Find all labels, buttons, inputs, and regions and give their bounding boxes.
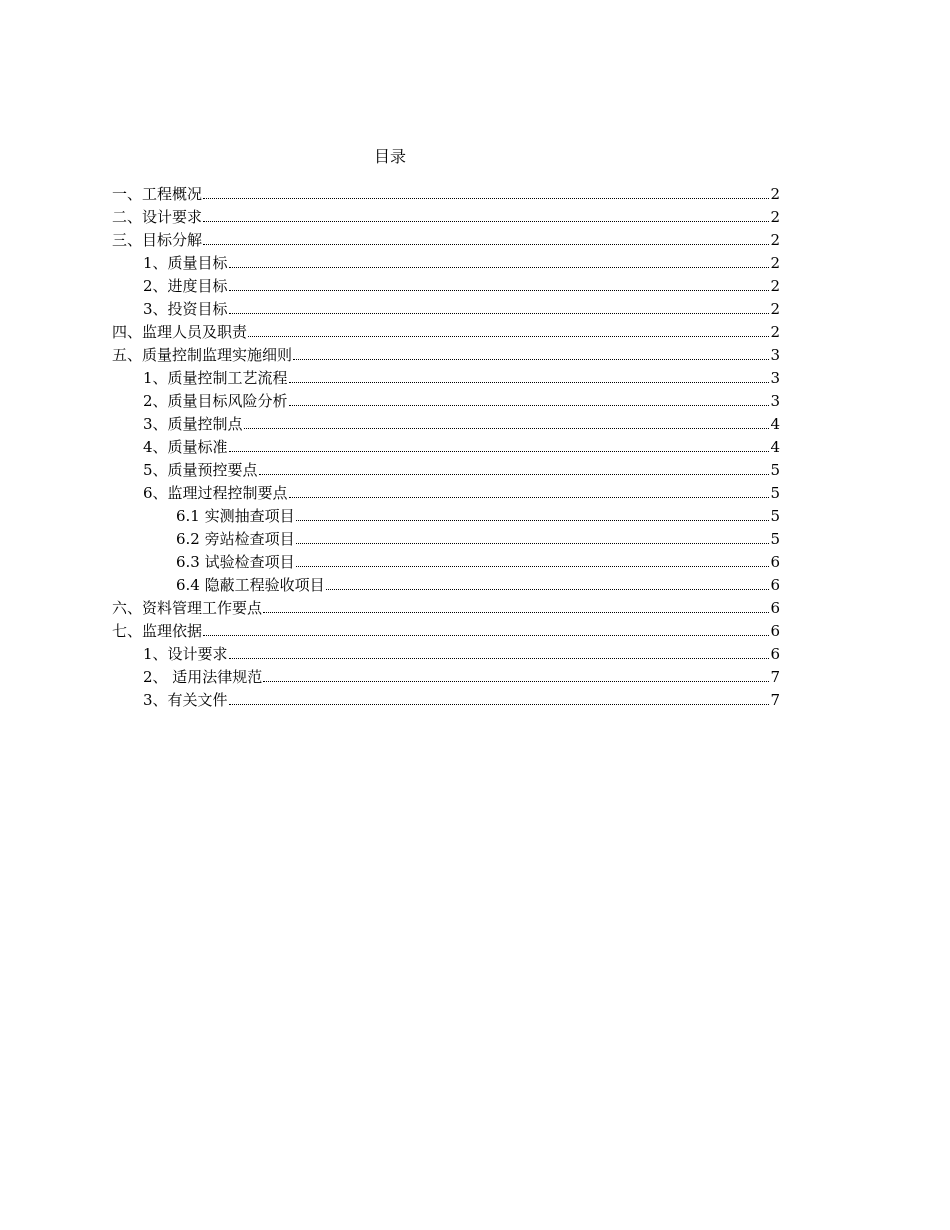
toc-entry-page-number: 6: [770, 645, 780, 663]
toc-entry[interactable]: [112, 480, 780, 503]
toc-entry-page-number: 6: [770, 599, 780, 617]
toc-dot-leader: [326, 589, 770, 590]
toc-entry[interactable]: [112, 411, 780, 434]
toc-entry-page-number: 4: [770, 415, 780, 433]
toc-entry-page-number: 6: [770, 622, 780, 640]
toc-entry-label: 6.1 实测抽查项目: [176, 507, 295, 525]
toc-entry-page-number: 5: [770, 484, 780, 502]
toc-dot-leader: [293, 359, 769, 360]
toc-dot-leader: [203, 635, 769, 636]
toc-entry-page-number: 2: [770, 323, 780, 341]
toc-entry-label: 6.2 旁站检查项目: [176, 530, 295, 548]
toc-dot-leader: [248, 336, 769, 337]
toc-entry[interactable]: [112, 204, 780, 227]
toc-entry-label: 五、质量控制监理实施细则: [112, 346, 293, 364]
toc-entry-label: 三、目标分解: [112, 231, 203, 249]
toc-entry[interactable]: [112, 618, 780, 641]
toc-dot-leader: [289, 382, 770, 383]
toc-entry-page-number: 3: [770, 392, 780, 410]
toc-entry-page-number: 2: [770, 300, 780, 318]
toc-entry[interactable]: [112, 549, 780, 572]
toc-dot-leader: [296, 566, 770, 567]
toc-entry[interactable]: [112, 388, 780, 411]
toc-entry-page-number: 7: [770, 668, 780, 686]
toc-dot-leader: [263, 612, 769, 613]
toc-entry-page-number: 6: [770, 576, 780, 594]
toc-entry-label: 1、设计要求: [143, 645, 228, 663]
toc-entry-label: 2、进度目标: [143, 277, 228, 295]
toc-dot-leader: [229, 704, 770, 705]
toc-entry-page-number: 3: [770, 346, 780, 364]
toc-entry-label: 六、资料管理工作要点: [112, 599, 263, 617]
toc-entry[interactable]: [112, 181, 780, 204]
toc-dot-leader: [203, 221, 769, 222]
toc-entry-label: 1、质量目标: [143, 254, 228, 272]
toc-entry[interactable]: [112, 664, 780, 687]
toc-dot-leader: [229, 290, 770, 291]
toc-entry[interactable]: [112, 319, 780, 342]
toc-entry[interactable]: [112, 457, 780, 480]
toc-entry[interactable]: [112, 503, 780, 526]
toc-entry-label: 2、 适用法律规范: [143, 668, 263, 686]
toc-entry[interactable]: [112, 365, 780, 388]
toc-entry[interactable]: [112, 250, 780, 273]
toc-entry-page-number: 2: [770, 208, 780, 226]
toc-entry-page-number: 2: [770, 277, 780, 295]
toc-entry-label: 2、质量目标风险分析: [143, 392, 288, 410]
toc-entry-page-number: 4: [770, 438, 780, 456]
toc-dot-leader: [259, 474, 770, 475]
toc-entry[interactable]: [112, 434, 780, 457]
toc-entry-label: 6.4 隐蔽工程验收项目: [176, 576, 325, 594]
toc-dot-leader: [229, 451, 770, 452]
toc-entry-label: 5、质量预控要点: [143, 461, 258, 479]
toc-entry-page-number: 2: [770, 231, 780, 249]
toc-dot-leader: [203, 198, 769, 199]
toc-dot-leader: [229, 313, 770, 314]
toc-entry-label: 1、质量控制工艺流程: [143, 369, 288, 387]
toc-entry[interactable]: [112, 342, 780, 365]
toc-entry-label: 3、有关文件: [143, 691, 228, 709]
toc-dot-leader: [296, 520, 770, 521]
toc-entry-page-number: 5: [770, 461, 780, 479]
toc-dot-leader: [244, 428, 770, 429]
toc-entry[interactable]: [112, 595, 780, 618]
toc-entry-label: 6、监理过程控制要点: [143, 484, 288, 502]
toc-dot-leader: [289, 497, 770, 498]
toc-entry[interactable]: [112, 572, 780, 595]
toc-entry[interactable]: [112, 273, 780, 296]
toc-entry[interactable]: [112, 227, 780, 250]
toc-entry-page-number: 2: [770, 185, 780, 203]
toc-entry-label: 一、工程概况: [112, 185, 203, 203]
toc-entry-label: 3、质量控制点: [143, 415, 243, 433]
toc-entry[interactable]: [112, 687, 780, 710]
toc-entry[interactable]: [112, 641, 780, 664]
toc-list: [112, 181, 780, 710]
toc-dot-leader: [296, 543, 770, 544]
toc-dot-leader: [263, 681, 769, 682]
toc-entry-page-number: 5: [770, 507, 780, 525]
toc-entry-page-number: 3: [770, 369, 780, 387]
toc-entry[interactable]: [112, 526, 780, 549]
toc-dot-leader: [289, 405, 770, 406]
toc-entry-label: 6.3 试验检查项目: [176, 553, 295, 571]
toc-entry-label: 七、监理依据: [112, 622, 203, 640]
toc-entry-page-number: 5: [770, 530, 780, 548]
toc-entry-page-number: 7: [770, 691, 780, 709]
toc-dot-leader: [229, 658, 770, 659]
toc-entry-label: 3、投资目标: [143, 300, 228, 318]
toc-entry-label: 4、质量标准: [143, 438, 228, 456]
toc-entry-page-number: 2: [770, 254, 780, 272]
toc-entry[interactable]: [112, 296, 780, 319]
toc-entry-label: 四、监理人员及职责: [112, 323, 248, 341]
toc-entry-page-number: 6: [770, 553, 780, 571]
toc-dot-leader: [203, 244, 769, 245]
toc-entry-label: 二、设计要求: [112, 208, 203, 226]
toc-title: 目录: [373, 147, 406, 166]
toc-dot-leader: [229, 267, 770, 268]
